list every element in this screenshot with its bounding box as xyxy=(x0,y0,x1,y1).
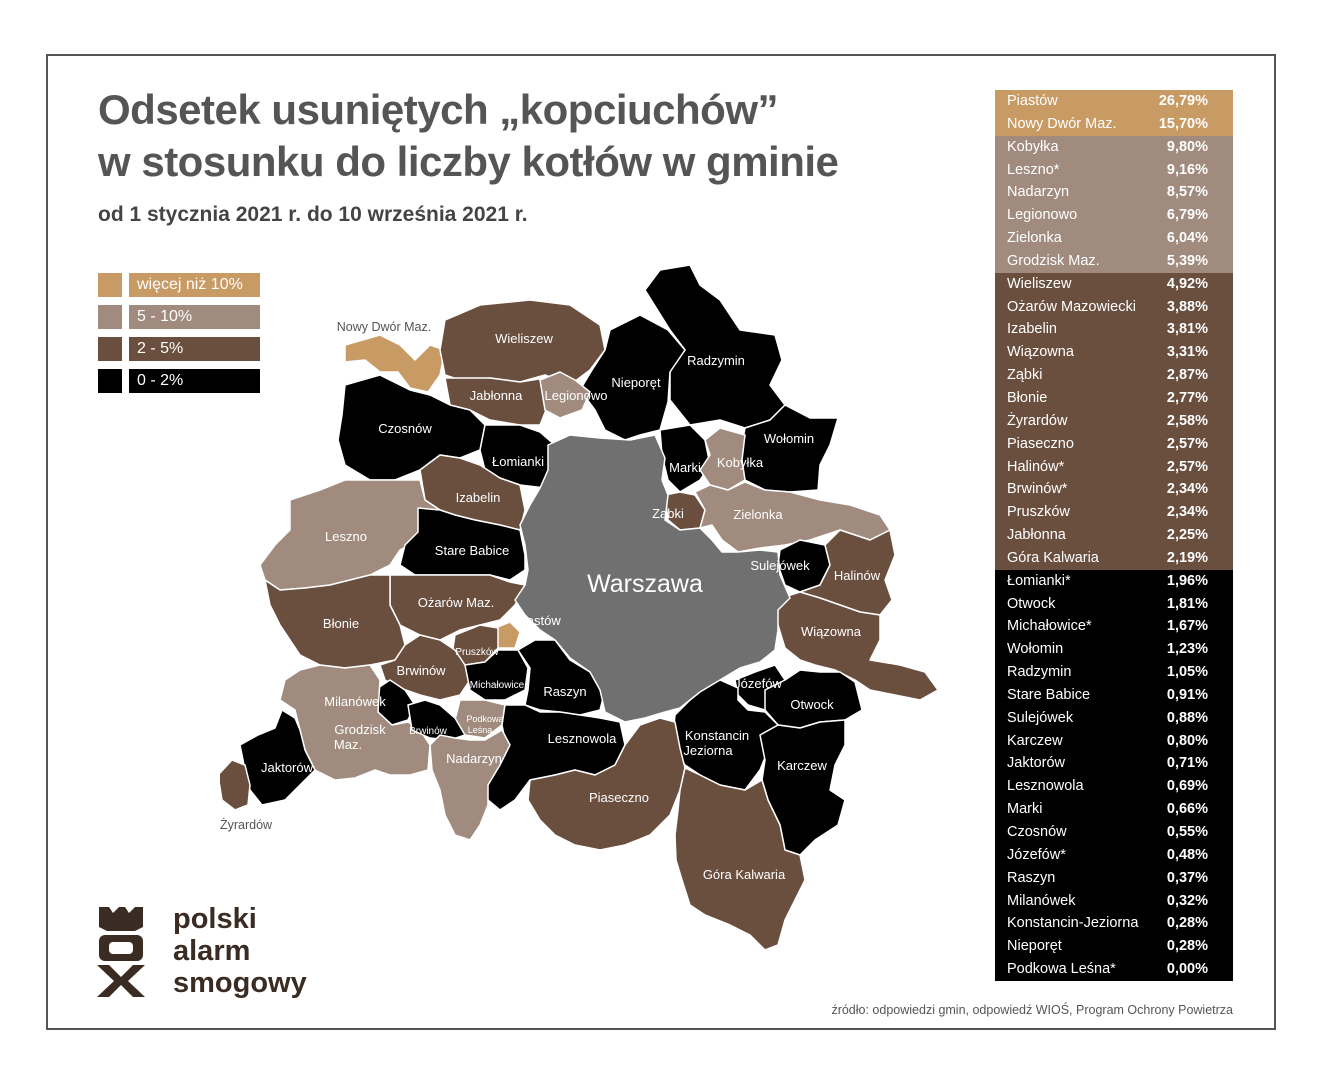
ranking-value: 0,28% xyxy=(1166,938,1208,955)
ranking-value: 6,04% xyxy=(1166,230,1208,247)
ranking-row xyxy=(995,433,1233,456)
ranking-value: 0,69% xyxy=(1166,778,1208,795)
logo-line-2: alarm xyxy=(173,935,251,967)
ranking-value: 0,48% xyxy=(1166,846,1208,863)
ranking-row xyxy=(995,821,1233,844)
map-label-radzymin: Radzymin xyxy=(687,353,745,368)
map-label-wiazowna: Wiązowna xyxy=(801,624,861,639)
ranking-value: 8,57% xyxy=(1166,184,1208,201)
map-label-sulejowek: Sulejówek xyxy=(750,558,810,573)
region-zyrardow xyxy=(220,760,250,810)
page-subtitle: od 1 stycznia 2021 r. do 10 września 2021 r. xyxy=(98,203,528,226)
map-label-raszyn: Raszyn xyxy=(543,684,587,699)
ranking-value: 6,79% xyxy=(1166,207,1208,224)
map-label-izabelin: Izabelin xyxy=(455,490,501,505)
ranking-name: Marki xyxy=(1007,801,1043,818)
ranking-name: Podkowa Leśna* xyxy=(1007,961,1116,978)
ranking-name: Izabelin xyxy=(1007,321,1057,338)
ranking-name: Legionowo xyxy=(1007,207,1078,224)
ranking-value: 0,00% xyxy=(1166,961,1208,978)
ranking-table xyxy=(995,90,1233,981)
map-label-czosnow: Czosnów xyxy=(378,421,432,436)
ranking-name: Żyrardów xyxy=(1007,412,1068,429)
ranking-value: 3,81% xyxy=(1166,321,1208,338)
ranking-name: Nieporęt xyxy=(1007,938,1062,955)
ranking-row xyxy=(995,113,1233,136)
legend-label: więcej niż 10% xyxy=(129,273,260,297)
map-label-zyrardow: Żyrardów xyxy=(220,818,273,832)
ranking-value: 2,34% xyxy=(1166,481,1208,498)
ranking-name: Ząbki xyxy=(1007,367,1043,384)
ranking-row xyxy=(995,90,1233,113)
ranking-row xyxy=(995,684,1233,707)
ranking-name: Piaseczno xyxy=(1007,435,1074,452)
logo-line-3: smogowy xyxy=(173,967,307,999)
map-label-grodzisk-2: Maz. xyxy=(333,737,363,752)
ranking-row xyxy=(995,912,1233,935)
ranking-value: 0,71% xyxy=(1166,755,1208,772)
ranking-value: 1,23% xyxy=(1166,641,1208,658)
ranking-name: Otwock xyxy=(1007,595,1056,612)
map-label-podkowa-1: Podkowa xyxy=(466,714,504,724)
ranking-value: 0,28% xyxy=(1166,915,1208,932)
ranking-value: 2,77% xyxy=(1166,389,1208,406)
map-label-jaktorow: Jaktorów xyxy=(260,760,314,775)
map-label-wolomin: Wołomin xyxy=(763,431,815,446)
ranking-row xyxy=(995,593,1233,616)
ranking-row xyxy=(995,478,1233,501)
map-label-blonie: Błonie xyxy=(322,616,360,631)
ranking-name: Konstancin-Jeziorna xyxy=(1007,915,1139,932)
map-label-otwock: Otwock xyxy=(790,697,834,712)
page-title xyxy=(98,84,838,188)
ranking-value: 1,81% xyxy=(1166,595,1208,612)
map-label-warszawa: Warszawa xyxy=(587,570,703,598)
title-line-2: w stosunku do liczby kotłów w gminie xyxy=(98,138,839,185)
map-label-nieporet: Nieporęt xyxy=(611,375,661,390)
map-label-wieliszew: Wieliszew xyxy=(495,331,553,346)
region-marki xyxy=(660,425,710,492)
ranking-row xyxy=(995,204,1233,227)
ranking-name: Leszno* xyxy=(1007,161,1060,178)
map-label-zielonka: Zielonka xyxy=(733,507,783,522)
ranking-row xyxy=(995,707,1233,730)
ranking-row xyxy=(995,250,1233,273)
map-label-gora-kalwaria: Góra Kalwaria xyxy=(702,867,786,882)
ranking-value: 0,80% xyxy=(1166,732,1208,749)
ranking-name: Brwinów* xyxy=(1007,481,1068,498)
ranking-name: Góra Kalwaria xyxy=(1007,549,1099,566)
legend-label: 2 - 5% xyxy=(129,337,260,361)
ranking-row xyxy=(995,730,1233,753)
ranking-row xyxy=(995,615,1233,638)
map-label-konstancin-2: Jeziorna xyxy=(683,743,733,758)
ranking-value: 0,88% xyxy=(1166,709,1208,726)
ranking-row xyxy=(995,524,1233,547)
map-label-leszno: Leszno xyxy=(325,529,367,544)
ranking-value: 0,32% xyxy=(1166,892,1208,909)
ranking-value: 9,80% xyxy=(1166,138,1208,155)
ranking-name: Józefów* xyxy=(1007,846,1066,863)
ranking-row xyxy=(995,775,1233,798)
legend-swatch xyxy=(98,337,122,361)
smog-mask-logo-icon xyxy=(95,905,147,997)
ranking-row xyxy=(995,890,1233,913)
ranking-value: 3,88% xyxy=(1166,298,1208,315)
ranking-row xyxy=(995,341,1233,364)
map-label-halinow: Halinów xyxy=(833,568,881,583)
legend-label: 0 - 2% xyxy=(129,369,260,393)
ranking-row xyxy=(995,364,1233,387)
ranking-row xyxy=(995,273,1233,296)
ranking-name: Jaktorów xyxy=(1007,755,1066,772)
ranking-name: Wiązowna xyxy=(1007,344,1074,361)
map-label-michalowice: Michałowice xyxy=(469,680,525,691)
map-label-piastow: Piastów xyxy=(515,613,561,628)
ranking-row xyxy=(995,570,1233,593)
ranking-name: Kobyłka xyxy=(1007,138,1059,155)
map-label-lesznowola: Lesznowola xyxy=(547,731,617,746)
ranking-value: 1,05% xyxy=(1166,664,1208,681)
ranking-name: Nowy Dwór Maz. xyxy=(1007,115,1117,132)
ranking-name: Nadarzyn xyxy=(1007,184,1070,201)
ranking-row xyxy=(995,752,1233,775)
ranking-value: 2,25% xyxy=(1166,527,1208,544)
ranking-row xyxy=(995,501,1233,524)
ranking-name: Halinów* xyxy=(1007,458,1065,475)
ranking-row xyxy=(995,456,1233,479)
ranking-name: Zielonka xyxy=(1007,230,1062,247)
ranking-row xyxy=(995,935,1233,958)
ranking-row xyxy=(995,136,1233,159)
ranking-row xyxy=(995,798,1233,821)
ranking-value: 15,70% xyxy=(1158,115,1208,132)
ranking-name: Karczew xyxy=(1007,732,1063,749)
ranking-name: Raszyn xyxy=(1007,869,1056,886)
ranking-value: 5,39% xyxy=(1166,252,1208,269)
ranking-row xyxy=(995,159,1233,182)
map-label-kobylka: Kobyłka xyxy=(716,455,764,470)
ranking-row xyxy=(995,181,1233,204)
map-label-brwinow: Brwinów xyxy=(396,663,446,678)
map-label-milanowek: Milanówek xyxy=(324,694,386,709)
ranking-row xyxy=(995,867,1233,890)
ranking-value: 0,91% xyxy=(1166,686,1208,703)
ranking-value: 1,96% xyxy=(1166,572,1208,589)
ranking-name: Radzymin xyxy=(1007,664,1072,681)
ranking-name: Wołomin xyxy=(1007,641,1064,658)
ranking-value: 3,31% xyxy=(1166,344,1208,361)
map-label-legionowo: Legionowo xyxy=(544,388,608,403)
ranking-name: Stare Babice xyxy=(1007,686,1091,703)
ranking-name: Piastów xyxy=(1007,93,1058,109)
ranking-row xyxy=(995,227,1233,250)
ranking-name: Milanówek xyxy=(1007,892,1076,909)
ranking-value: 26,79% xyxy=(1158,93,1208,109)
source-note: źródło: odpowiedzi gmin, odpowiedź WIOŚ, Program Ochrony Powietrza xyxy=(831,1003,1233,1017)
ranking-row xyxy=(995,958,1233,981)
ranking-name: Czosnów xyxy=(1007,824,1067,840)
legend-swatch xyxy=(98,369,122,393)
ranking-row xyxy=(995,638,1233,661)
ranking-value: 2,87% xyxy=(1166,367,1208,384)
ranking-value: 9,16% xyxy=(1166,161,1208,178)
ranking-row xyxy=(995,844,1233,867)
ranking-value: 4,92% xyxy=(1166,275,1208,292)
ranking-name: Lesznowola xyxy=(1007,778,1084,795)
map-label-nadarzyn: Nadarzyn xyxy=(446,751,502,766)
ranking-name: Wieliszew xyxy=(1007,275,1072,292)
ranking-row xyxy=(995,661,1233,684)
map-label-lomianki: Łomianki xyxy=(491,454,545,469)
ranking-row xyxy=(995,410,1233,433)
map-label-jablonna: Jabłonna xyxy=(469,388,523,403)
ranking-name: Michałowice* xyxy=(1007,618,1092,635)
map-label-stare-babice: Stare Babice xyxy=(434,543,510,558)
ranking-value: 0,66% xyxy=(1166,801,1208,818)
map-label-piaseczno: Piaseczno xyxy=(589,790,649,805)
map-label-pruszkow: Pruszków xyxy=(455,647,499,658)
ranking-value: 2,34% xyxy=(1166,504,1208,521)
ranking-value: 1,67% xyxy=(1166,618,1208,635)
map-label-jozefow: Józefów xyxy=(734,676,782,691)
ranking-name: Łomianki* xyxy=(1007,572,1071,589)
ranking-row xyxy=(995,387,1233,410)
legend-swatch xyxy=(98,305,122,329)
logo-line-1: polski xyxy=(173,903,257,935)
logo-text xyxy=(173,903,307,999)
ranking-value: 2,57% xyxy=(1166,458,1208,475)
map-label-brwinow-small: Brwinów xyxy=(409,726,447,737)
title-line-1: Odsetek usuniętych „kopciuchów” xyxy=(98,86,778,133)
ranking-name: Grodzisk Maz. xyxy=(1007,252,1100,269)
ranking-name: Ożarów Mazowiecki xyxy=(1007,298,1136,315)
ranking-row xyxy=(995,547,1233,570)
map-label-konstancin-1: Konstancin xyxy=(684,728,750,743)
legend-label: 5 - 10% xyxy=(129,305,260,329)
map-label-ozarow: Ożarów Maz. xyxy=(417,595,495,610)
legend-swatch xyxy=(98,273,122,297)
ranking-name: Pruszków xyxy=(1007,504,1070,521)
ranking-value: 0,55% xyxy=(1166,824,1208,840)
choropleth-map xyxy=(220,260,950,960)
ranking-row xyxy=(995,296,1233,319)
ranking-value: 2,58% xyxy=(1166,412,1208,429)
ranking-name: Jabłonna xyxy=(1007,527,1066,544)
ranking-name: Błonie xyxy=(1007,389,1048,406)
map-label-grodzisk-1: Grodzisk xyxy=(334,722,386,737)
ranking-value: 2,19% xyxy=(1166,549,1208,566)
ranking-value: 2,57% xyxy=(1166,435,1208,452)
map-label-podkowa-2: Leśna xyxy=(467,725,493,735)
map-label-nowy-dwor: Nowy Dwór Maz. xyxy=(336,320,432,334)
ranking-name: Sulejówek xyxy=(1007,709,1074,726)
map-label-marki: Marki xyxy=(669,460,701,475)
ranking-value: 0,37% xyxy=(1166,869,1208,886)
map-label-karczew: Karczew xyxy=(777,758,827,773)
map-label-zabki: Ząbki xyxy=(652,506,684,521)
ranking-row xyxy=(995,318,1233,341)
